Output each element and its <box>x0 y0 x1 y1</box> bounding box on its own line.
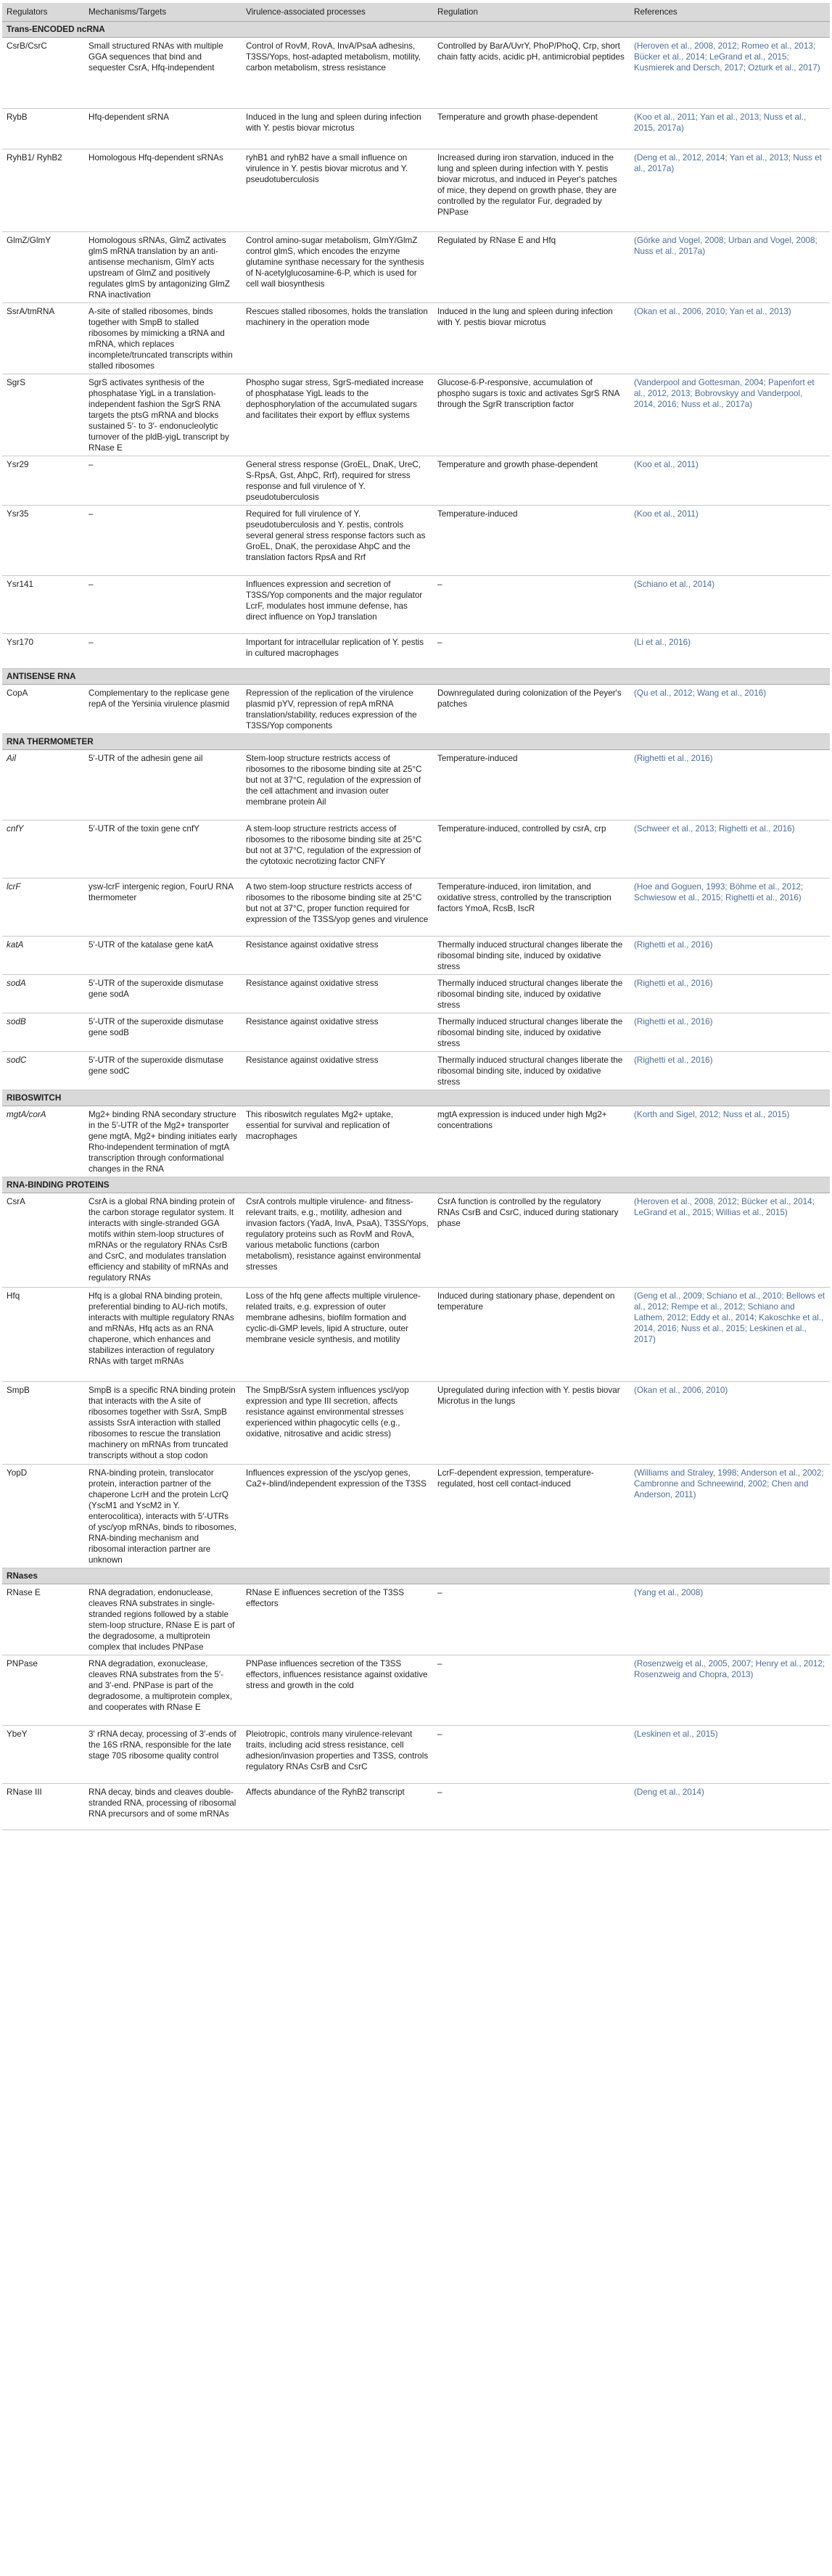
reference-cell: (Hoe and Goguen, 1993; Böhme et al., 2012; Schwiesow et al., 2015; Righetti et al., 2016) <box>630 878 830 937</box>
mechanism-cell: 5′-UTR of the adhesin gene ail <box>84 750 242 820</box>
section-header-row <box>2 1090 830 1106</box>
table-row <box>2 1106 830 1177</box>
mechanism-cell: – <box>84 506 242 576</box>
regulation-cell: Glucose-6-P-responsive, accumulation of phospho sugars is toxic and activates SgrS RNA through the SgrR transcription factor <box>433 374 630 456</box>
table-row <box>2 820 830 878</box>
mechanism-cell: 3′ rRNA decay, processing of 3′-ends of the 16S rRNA, responsible for the late stage 70S ribosome quality control <box>84 1726 242 1784</box>
mechanism-cell: SgrS activates synthesis of the phosphatase YigL in a translation-independent fashion the SgrS RNA targets the ptsG mRNA and blocks sustained 5′- to 3′- endonucleolytic turnover of the pldB-yigL transcript by RNase E <box>84 374 242 456</box>
table-row <box>2 937 830 975</box>
reference-cell: (Heroven et al., 2008, 2012; Bücker et al., 2014; LeGrand et al., 2015; Willias et al., 2015) <box>630 1193 830 1288</box>
regulation-cell: mgtA expression is induced under high Mg2+ concentrations <box>433 1106 630 1177</box>
mechanism-cell: 5′-UTR of the superoxide dismutase gene sodA <box>84 975 242 1013</box>
header-regulation: Regulation <box>433 3 630 22</box>
regulator-cell: SmpB <box>2 1382 84 1465</box>
virulence-cell: Repression of the replication of the virulence plasmid pYV, repression of repA mRNA translation/stability, reduces expression of the T3SS/Yop components <box>242 685 433 734</box>
reference-cell: (Okan et al., 2006, 2010) <box>630 1382 830 1465</box>
regulation-cell: Regulated by RNase E and Hfq <box>433 232 630 303</box>
table-row <box>2 374 830 456</box>
mechanism-cell: RNA degradation, exonuclease, cleaves RNA substrates from the 5′- and 3′-end. PNPase is part of the degradosome, a multiprotein complex, and cooperates with RNase E <box>84 1655 242 1726</box>
virulence-cell: Resistance against oxidative stress <box>242 1013 433 1052</box>
reference-cell: (Koo et al., 2011) <box>630 456 830 506</box>
regulation-cell: LcrF-dependent expression, temperature-regulated, host cell contact-induced <box>433 1465 630 1568</box>
mechanism-cell: 5′-UTR of the katalase gene katA <box>84 937 242 975</box>
virulence-cell: RNase E influences secretion of the T3SS effectors <box>242 1584 433 1655</box>
table-row <box>2 1784 830 1830</box>
reference-cell: (Deng et al., 2014) <box>630 1784 830 1830</box>
virulence-cell: Induced in the lung and spleen during infection with Y. pestis biovar microtus <box>242 109 433 149</box>
regulation-cell: Downregulated during colonization of the Peyer's patches <box>433 685 630 734</box>
reference-cell: (Korth and Sigel, 2012; Nuss et al., 2015) <box>630 1106 830 1177</box>
regulator-cell: cnfY <box>2 820 84 878</box>
regulation-cell: – <box>433 1784 630 1830</box>
reference-cell: (Yang et al., 2008) <box>630 1584 830 1655</box>
virulence-cell: Resistance against oxidative stress <box>242 937 433 975</box>
table-row <box>2 1013 830 1052</box>
table-header-row <box>2 3 830 22</box>
section-title: Trans-ENCODED ncRNA <box>2 22 830 38</box>
header-virulence: Virulence-associated processes <box>242 3 433 22</box>
regulation-cell: Thermally induced structural changes liberate the ribosomal binding site, induced by oxidative stress <box>433 1013 630 1052</box>
regulation-cell: – <box>433 1655 630 1726</box>
regulation-cell: Induced during stationary phase, dependent on temperature <box>433 1288 630 1382</box>
regulator-cell: sodB <box>2 1013 84 1052</box>
virulence-cell: A two stem-loop structure restricts access of ribosomes to the ribosome binding site at 25°C but not at 37°C, proper function required for expression of the T3SS/yop genes and virulence <box>242 878 433 937</box>
section-title: RIBOSWITCH <box>2 1090 830 1106</box>
regulation-cell: – <box>433 1726 630 1784</box>
regulator-cell: RNase E <box>2 1584 84 1655</box>
section-header-row <box>2 734 830 750</box>
mechanism-cell: SmpB is a specific RNA binding protein that interacts with the A site of ribosomes together with SsrA, SmpB assists SsrA interaction with stalled ribosomes to rescue the translation machinery on mRNAs from truncated transcripts without a stop codon <box>84 1382 242 1465</box>
virulence-cell: Loss of the hfq gene affects multiple virulence-related traits, e.g. expression of outer membrane adhesins, biofilm formation and cyclic-di-GMP levels, lipid A structure, outer membrane vesicle synthesis, and motility <box>242 1288 433 1382</box>
regulation-cell: Temperature-induced, controlled by csrA, crp <box>433 820 630 878</box>
section-header-row <box>2 669 830 685</box>
reference-cell: (Righetti et al., 2016) <box>630 937 830 975</box>
virulence-cell: Influences expression and secretion of T3SS/Yop components and the major regulator LcrF, modulates host immune defense, has direct influence on YopJ translation <box>242 576 433 634</box>
regulator-cell: GlmZ/GlmY <box>2 232 84 303</box>
regulators-table <box>2 3 830 1830</box>
virulence-cell: Important for intracellular replication of Y. pestis in cultured macrophages <box>242 634 433 669</box>
reference-cell: (Schweer et al., 2013; Righetti et al., 2016) <box>630 820 830 878</box>
reference-cell: (Heroven et al., 2008, 2012; Romeo et al., 2013; Bücker et al., 2014; LeGrand et al., 2015; Kusmierek and Dersch, 2017; Ozturk et al., 2017) <box>630 38 830 109</box>
mechanism-cell: – <box>84 634 242 669</box>
regulation-cell: Temperature and growth phase-dependent <box>433 456 630 506</box>
reference-cell: (Vanderpool and Gottesman, 2004; Papenfort et al., 2012, 2013; Bobrovskyy and Vanderpool, 2014, 2016; Nuss et al., 2017a) <box>630 374 830 456</box>
reference-cell: (Schiano et al., 2014) <box>630 576 830 634</box>
table-body <box>2 22 830 1830</box>
reference-cell: (Righetti et al., 2016) <box>630 750 830 820</box>
table-row <box>2 750 830 820</box>
mechanism-cell: Small structured RNAs with multiple GGA sequences that bind and sequester CsrA, Hfq-independent <box>84 38 242 109</box>
table-row <box>2 1382 830 1465</box>
table-row <box>2 1052 830 1090</box>
regulator-cell: CopA <box>2 685 84 734</box>
regulator-cell: mgtA/corA <box>2 1106 84 1177</box>
section-header-row <box>2 1177 830 1193</box>
mechanism-cell: Hfq-dependent sRNA <box>84 109 242 149</box>
regulator-cell: RyhB1/ RyhB2 <box>2 149 84 232</box>
regulator-cell: Ysr35 <box>2 506 84 576</box>
virulence-cell: CsrA controls multiple virulence- and fitness-relevant traits, e.g., motility, adhesion and invasion factors (YadA, InvA, PsaA), T3SS/Yops, regulatory proteins such as RovM and RovA, various metabolic functions (carbon metabolism), resistance against environmental stresses <box>242 1193 433 1288</box>
reference-cell: (Righetti et al., 2016) <box>630 975 830 1013</box>
section-title: RNases <box>2 1568 830 1584</box>
regulator-cell: RybB <box>2 109 84 149</box>
table-row <box>2 576 830 634</box>
virulence-cell: Phospho sugar stress, SgrS-mediated increase of phosphatase YigL leads to the dephosphorylation of the accumulated sugars and facilitates their export by efflux systems <box>242 374 433 456</box>
virulence-cell: This riboswitch regulates Mg2+ uptake, essential for survival and replication of macrophages <box>242 1106 433 1177</box>
regulator-cell: sodA <box>2 975 84 1013</box>
mechanism-cell: RNA-binding protein, translocator protein, interaction partner of the chaperone LcrH and the protein LcrQ (YscM1 and YscM2 in Y. enterocolitica), interacts with 5′-UTRs of ysc/yop mRNAs, binds to ribosomes, RNA-binding mechanism and ribosomal interaction partner are unknown <box>84 1465 242 1568</box>
section-header-row <box>2 22 830 38</box>
mechanism-cell: CsrA is a global RNA binding protein of the carbon storage regulator system. It interacts with single-stranded GGA motifs within stem-loop structures of mRNAs or the regulatory RNAs CsrB and CsrC, and modulates translation efficiency and stability of mRNAs and regulatory RNAs <box>84 1193 242 1288</box>
table-row <box>2 975 830 1013</box>
table-row <box>2 1288 830 1382</box>
virulence-cell: ryhB1 and ryhB2 have a small influence on virulence in Y. pestis biovar microtus and Y. pseudotuberculosis <box>242 149 433 232</box>
regulation-cell: CsrA function is controlled by the regulatory RNAs CsrB and CsrC, induced during stationary phase <box>433 1193 630 1288</box>
regulation-cell: Thermally induced structural changes liberate the ribosomal binding site, induced by oxidative stress <box>433 1052 630 1090</box>
regulation-cell: Temperature and growth phase-dependent <box>433 109 630 149</box>
reference-cell: (Deng et al., 2012, 2014; Yan et al., 2013; Nuss et al., 2017a) <box>630 149 830 232</box>
reference-cell: (Qu et al., 2012; Wang et al., 2016) <box>630 685 830 734</box>
regulator-cell: CsrA <box>2 1193 84 1288</box>
regulation-cell: Increased during iron starvation, induced in the lung and spleen during infection with Y. pestis biovar microtus, and induced in Peyer's patches of mice, they depend on growth phase, they are controlled by the regulator Fur, degraded by PNPase <box>433 149 630 232</box>
table-row <box>2 456 830 506</box>
regulation-cell: Thermally induced structural changes liberate the ribosomal binding site, induced by oxidative stress <box>433 975 630 1013</box>
section-title: RNA-BINDING PROTEINS <box>2 1177 830 1193</box>
section-title: ANTISENSE RNA <box>2 669 830 685</box>
virulence-cell: Resistance against oxidative stress <box>242 975 433 1013</box>
reference-cell: (Koo et al., 2011) <box>630 506 830 576</box>
reference-cell: (Williams and Straley, 1998; Anderson et al., 2002; Cambronne and Schneewind, 2002; Chen and Anderson, 2011) <box>630 1465 830 1568</box>
table-row <box>2 149 830 232</box>
reference-cell: (Righetti et al., 2016) <box>630 1052 830 1090</box>
regulator-cell: Ysr141 <box>2 576 84 634</box>
mechanism-cell: Mg2+ binding RNA secondary structure in the 5′-UTR of the Mg2+ transporter gene mgtA, Mg2+ binding initiates early Rho-independent termination of mgtA transcription through conformational changes in the RNA <box>84 1106 242 1177</box>
table-row <box>2 1193 830 1288</box>
regulation-cell: Thermally induced structural changes liberate the ribosomal binding site, induced by oxidative stress <box>433 937 630 975</box>
table-row <box>2 634 830 669</box>
regulator-cell: CsrB/CsrC <box>2 38 84 109</box>
virulence-cell: Resistance against oxidative stress <box>242 1052 433 1090</box>
table-row <box>2 109 830 149</box>
reference-cell: (Okan et al., 2006, 2010; Yan et al., 2013) <box>630 303 830 374</box>
virulence-cell: General stress response (GroEL, DnaK, UreC, S-RpsA, Gst, AhpC, Rrf), required for stress response and full virulence of Y. pseudotuberculosis <box>242 456 433 506</box>
table-row <box>2 1726 830 1784</box>
reference-cell: (Leskinen et al., 2015) <box>630 1726 830 1784</box>
regulator-cell: YopD <box>2 1465 84 1568</box>
regulator-cell: RNase III <box>2 1784 84 1830</box>
regulation-cell: – <box>433 1584 630 1655</box>
mechanism-cell: – <box>84 576 242 634</box>
regulator-cell: YbeY <box>2 1726 84 1784</box>
table-row <box>2 1655 830 1726</box>
mechanism-cell: RNA degradation, endonuclease, cleaves RNA substrates in single-stranded regions followed by a stable stem-loop structure, RNase E is part of the degradosome, a multiprotein complex that includes PNPase <box>84 1584 242 1655</box>
reference-cell: (Koo et al., 2011; Yan et al., 2013; Nuss et al., 2015, 2017a) <box>630 109 830 149</box>
mechanism-cell: 5′-UTR of the superoxide dismutase gene sodC <box>84 1052 242 1090</box>
virulence-cell: Required for full virulence of Y. pseudotuberculosis and Y. pestis, controls several general stress response factors such as GroEL, DnaK, the peroxidase AhpC and the translation factors RpsA and Rrf <box>242 506 433 576</box>
header-mechanisms: Mechanisms/Targets <box>84 3 242 22</box>
regulation-cell: Controlled by BarA/UvrY, PhoP/PhoQ, Crp, short chain fatty acids, acidic pH, antimicrobial peptides <box>433 38 630 109</box>
section-title: RNA THERMOMETER <box>2 734 830 750</box>
regulation-cell: Induced in the lung and spleen during infection with Y. pestis biovar microtus <box>433 303 630 374</box>
regulation-cell: Temperature-induced, iron limitation, and oxidative stress, controlled by the transcription factors YmoA, RcsB, IscR <box>433 878 630 937</box>
regulator-cell: Ysr29 <box>2 456 84 506</box>
virulence-cell: Influences expression of the ysc/yop genes, Ca2+-blind/independent expression of the T3SS <box>242 1465 433 1568</box>
mechanism-cell: RNA decay, binds and cleaves double-stranded RNA, processing of ribosomal RNA precursors and of some mRNAs <box>84 1784 242 1830</box>
virulence-cell: Rescues stalled ribosomes, holds the translation machinery in the operation mode <box>242 303 433 374</box>
mechanism-cell: A-site of stalled ribosomes, binds together with SmpB to stalled ribosomes by mimicking a tRNA and mRNA, which replaces incomplete/truncated transcripts within stalled ribosomes <box>84 303 242 374</box>
regulation-cell: Upregulated during infection with Y. pestis biovar Microtus in the lungs <box>433 1382 630 1465</box>
reference-cell: (Righetti et al., 2016) <box>630 1013 830 1052</box>
mechanism-cell: 5′-UTR of the superoxide dismutase gene sodB <box>84 1013 242 1052</box>
table-row <box>2 1584 830 1655</box>
section-header-row <box>2 1568 830 1584</box>
table-row <box>2 1465 830 1568</box>
reference-cell: (Geng et al., 2009; Schiano et al., 2010; Bellows et al., 2012; Rempe et al., 2012; Schiano and Lathem, 2012; Eddy et al., 2014; Kakoschke et al., 2014, 2016; Nuss et al., 2015; Leskinen et al., 2017) <box>630 1288 830 1382</box>
regulator-cell: PNPase <box>2 1655 84 1726</box>
regulator-cell: SgrS <box>2 374 84 456</box>
header-regulators: Regulators <box>2 3 84 22</box>
regulation-cell: – <box>433 576 630 634</box>
table-row <box>2 303 830 374</box>
table-row <box>2 506 830 576</box>
regulator-cell: sodC <box>2 1052 84 1090</box>
reference-cell: (Li et al., 2016) <box>630 634 830 669</box>
regulation-cell: – <box>433 634 630 669</box>
virulence-cell: Control amino-sugar metabolism, GlmY/GlmZ control glmS, which encodes the enzyme glutamine synthase necessary for the synthesis of N-acetylglucosamine-6-P, which is used for cell wall biosynthesis <box>242 232 433 303</box>
reference-cell: (Görke and Vogel, 2008; Urban and Vogel, 2008; Nuss et al., 2017a) <box>630 232 830 303</box>
mechanism-cell: Hfq is a global RNA binding protein, preferential binding to AU-rich motifs, interacts with multiple regulatory RNAs and mRNAs, Hfq acts as an RNA chaperone, which enhances and stabilizes interaction of regulatory RNAs with target mRNAs <box>84 1288 242 1382</box>
header-references: References <box>630 3 830 22</box>
regulation-cell: Temperature-induced <box>433 750 630 820</box>
mechanism-cell: Complementary to the replicase gene repA of the Yersinia virulence plasmid <box>84 685 242 734</box>
mechanism-cell: Homologous Hfq-dependent sRNAs <box>84 149 242 232</box>
mechanism-cell: – <box>84 456 242 506</box>
regulator-cell: Hfq <box>2 1288 84 1382</box>
virulence-cell: Control of RovM, RovA, InvA/PsaA adhesins, T3SS/Yops, host-adapted metabolism, motility, carbon metabolism, stress resistance <box>242 38 433 109</box>
regulator-cell: lcrF <box>2 878 84 937</box>
mechanism-cell: ysw-lcrF intergenic region, FourU RNA thermometer <box>84 878 242 937</box>
virulence-cell: A stem-loop structure restricts access of ribosomes to the ribosome binding site at 25°C but not at 37°C, regulation of the expression of the cytotoxic necrotizing factor CNFY <box>242 820 433 878</box>
regulator-cell: Ail <box>2 750 84 820</box>
virulence-cell: The SmpB/SsrA system influences yscl/yop expression and type III secretion, affects resistance against environmental stresses experienced within phagocytic cells (e.g., oxidative, nitrosative and acidic stress) <box>242 1382 433 1465</box>
regulator-cell: SsrA/tmRNA <box>2 303 84 374</box>
regulator-cell: katA <box>2 937 84 975</box>
table-row <box>2 38 830 109</box>
regulator-cell: Ysr170 <box>2 634 84 669</box>
mechanism-cell: 5′-UTR of the toxin gene cnfY <box>84 820 242 878</box>
table-row <box>2 878 830 937</box>
table-row <box>2 685 830 734</box>
virulence-cell: PNPase influences secretion of the T3SS effectors, influences resistance against oxidative stress and growth in the cold <box>242 1655 433 1726</box>
virulence-cell: Pleiotropic, controls many virulence-relevant traits, including acid stress resistance, cell adhesion/invasion properties and T3SS, controls regulatory RNAs CsrB and CsrC <box>242 1726 433 1784</box>
mechanism-cell: Homologous sRNAs, GlmZ activates glmS mRNA translation by an anti-antisense mechanism, GlmY acts upstream of GlmZ and positively regulates glmS by antagonizing GlmZ RNA inactivation <box>84 232 242 303</box>
reference-cell: (Rosenzweig et al., 2005, 2007; Henry et al., 2012; Rosenzweig and Chopra, 2013) <box>630 1655 830 1726</box>
regulation-cell: Temperature-induced <box>433 506 630 576</box>
table-row <box>2 232 830 303</box>
virulence-cell: Stem-loop structure restricts access of ribosomes to the ribosome binding site at 25°C but not at 37°C, regulation of the expression of the cell attachment and invasion outer membrane protein Ail <box>242 750 433 820</box>
virulence-cell: Affects abundance of the RyhB2 transcript <box>242 1784 433 1830</box>
